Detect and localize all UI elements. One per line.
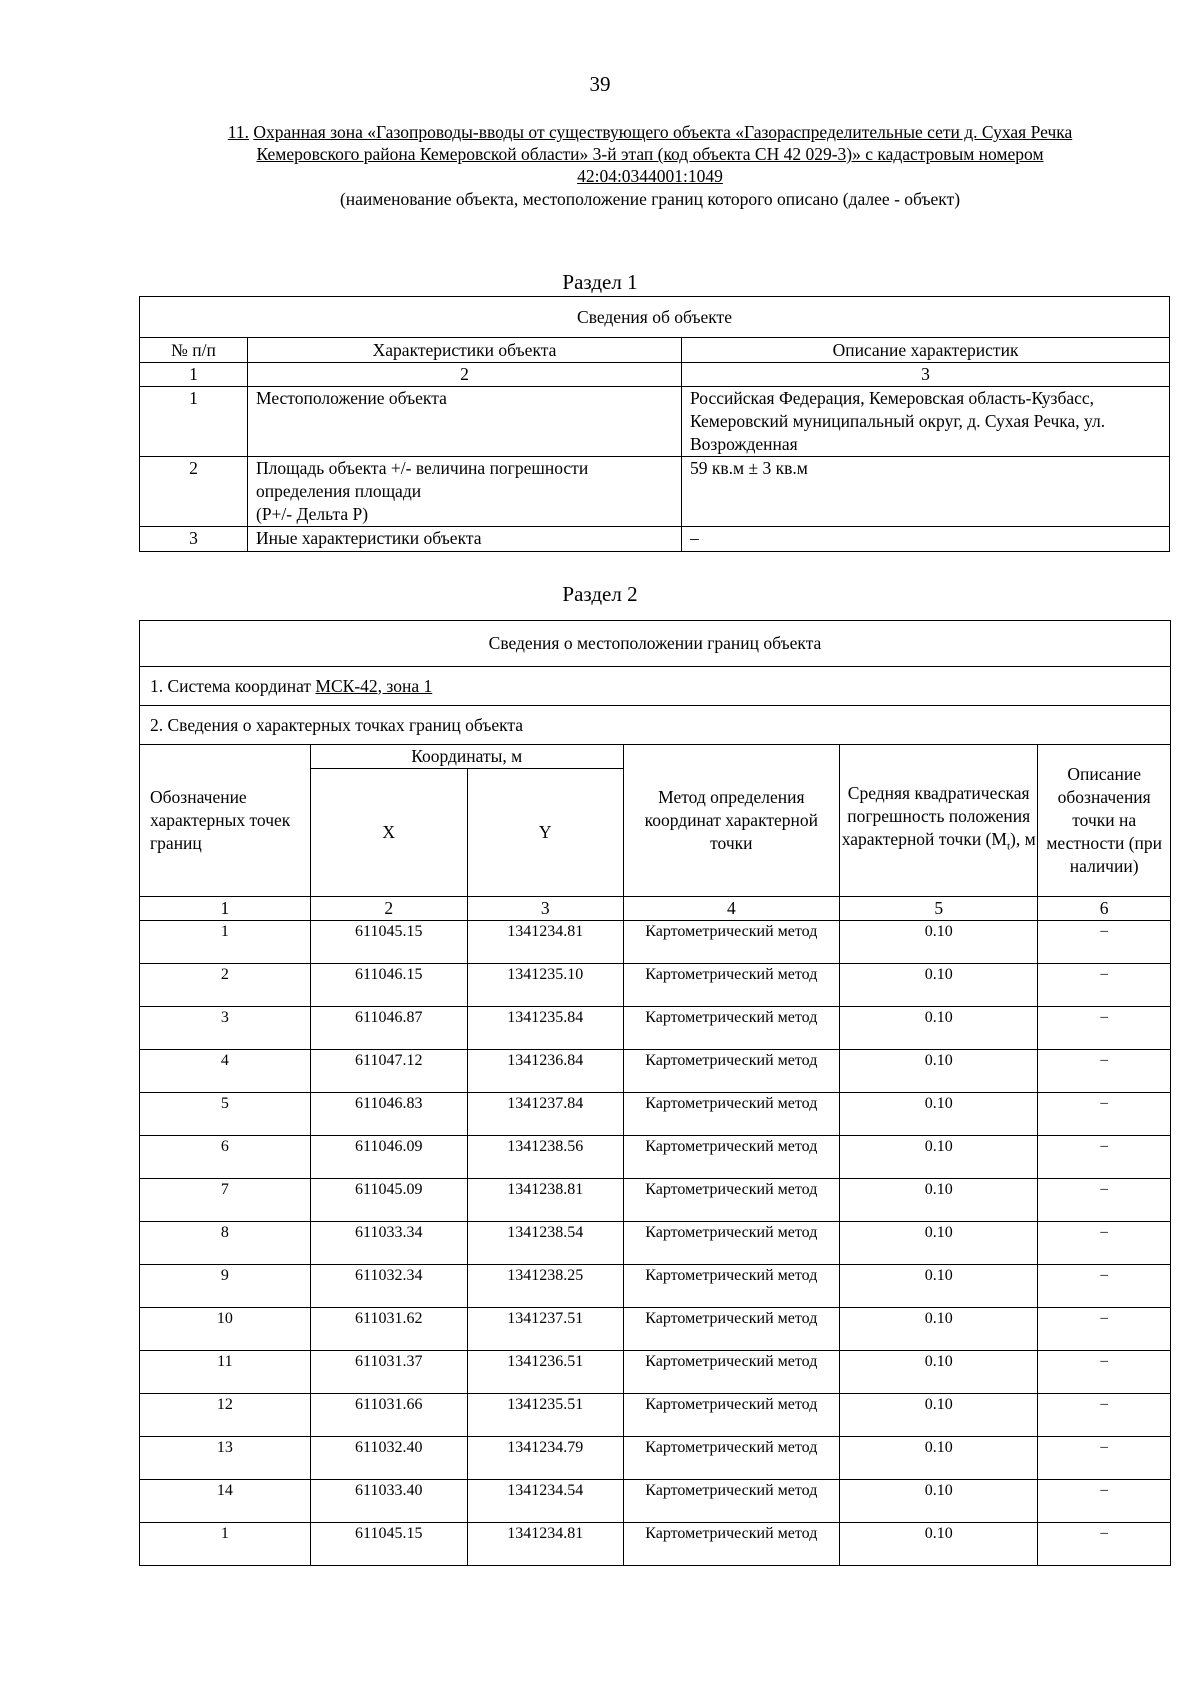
header-subtitle: (наименование объекта, местоположение границ которого описано (далее - объект)	[339, 189, 961, 209]
point-description: –	[1038, 1265, 1171, 1308]
error-value: 0.10	[840, 1523, 1038, 1566]
table-row	[140, 1179, 1171, 1222]
coord-y: 1341235.10	[467, 964, 623, 1007]
method: Картометрический метод	[623, 1437, 839, 1480]
point-description: –	[1038, 1222, 1171, 1265]
table-row	[140, 527, 1170, 552]
error-value: 0.10	[840, 1007, 1038, 1050]
object-info-table	[139, 296, 1170, 552]
characteristic-name-line: Площадь объекта +/- величина погрешности	[256, 458, 589, 478]
document-header	[140, 121, 1160, 210]
point-id: 7	[140, 1179, 311, 1222]
method: Картометрический метод	[623, 1093, 839, 1136]
point-id: 8	[140, 1222, 311, 1265]
error-value: 0.10	[840, 1265, 1038, 1308]
coord-y: 1341236.51	[467, 1351, 623, 1394]
table-row	[140, 921, 1171, 964]
coord-x: 611046.83	[310, 1093, 467, 1136]
row-number: 3	[140, 527, 248, 552]
characteristic-value: –	[682, 527, 1170, 552]
error-value: 0.10	[840, 1136, 1038, 1179]
coord-y: 1341236.84	[467, 1050, 623, 1093]
column-number: 1	[140, 363, 248, 387]
coord-x: 611046.87	[310, 1007, 467, 1050]
point-id: 4	[140, 1050, 311, 1093]
coordinate-system-label: 1. Система координат	[150, 675, 316, 696]
point-id: 1	[140, 1523, 311, 1566]
method: Картометрический метод	[623, 1136, 839, 1179]
table-row	[140, 1480, 1171, 1523]
method: Картометрический метод	[623, 921, 839, 964]
point-id: 11	[140, 1351, 311, 1394]
column-header: Характеристики объекта	[248, 338, 682, 363]
point-id: 12	[140, 1394, 311, 1437]
error-value: 0.10	[840, 1394, 1038, 1437]
coord-x: 611046.09	[310, 1136, 467, 1179]
row-number: 1	[140, 387, 248, 457]
point-description: –	[1038, 964, 1171, 1007]
coord-y: 1341238.56	[467, 1136, 623, 1179]
coord-x: 611032.34	[310, 1265, 467, 1308]
header-error-text: Средняя квадратическая погрешность положения характерной точки (M	[841, 783, 1031, 850]
error-value: 0.10	[840, 1480, 1038, 1523]
column-number: 2	[248, 363, 682, 387]
point-id: 9	[140, 1265, 311, 1308]
point-id: 3	[140, 1007, 311, 1050]
page-number: 39	[589, 72, 611, 96]
method: Картометрический метод	[623, 1050, 839, 1093]
table-row	[140, 964, 1171, 1007]
error-value: 0.10	[840, 1093, 1038, 1136]
column-number: 1	[140, 897, 311, 921]
characteristic-value: Российская Федерация, Кемеровская область-Кузбасс, Кемеровский муниципальный округ, д. Сухая Речка, ул. Возрожденная	[682, 387, 1170, 457]
point-id: 10	[140, 1308, 311, 1351]
method: Картометрический метод	[623, 1394, 839, 1437]
header-coordinates: Координаты, м	[310, 745, 623, 769]
header-error	[840, 745, 1038, 897]
method: Картометрический метод	[623, 964, 839, 1007]
points-caption: 2. Сведения о характерных точках границ объекта	[140, 706, 1171, 745]
coord-y: 1341237.84	[467, 1093, 623, 1136]
point-description: –	[1038, 1136, 1171, 1179]
method: Картометрический метод	[623, 1351, 839, 1394]
boundary-caption: Сведения о местоположении границ объекта	[140, 621, 1171, 667]
column-header: Описание характеристик	[682, 338, 1170, 363]
coordinate-system-value: МСК-42, зона 1	[315, 675, 433, 696]
table-row	[140, 1437, 1171, 1480]
characteristic-name: Иные характеристики объекта	[248, 527, 682, 552]
point-description: –	[1038, 1480, 1171, 1523]
point-description: –	[1038, 1179, 1171, 1222]
coord-x: 611033.40	[310, 1480, 467, 1523]
coord-y: 1341238.81	[467, 1179, 623, 1222]
column-number: 5	[840, 897, 1038, 921]
point-id: 1	[140, 921, 311, 964]
method: Картометрический метод	[623, 1179, 839, 1222]
table-row	[140, 1308, 1171, 1351]
table-row	[140, 1222, 1171, 1265]
table-row	[140, 1351, 1171, 1394]
coord-y: 1341234.54	[467, 1480, 623, 1523]
point-description: –	[1038, 1523, 1171, 1566]
coord-x: 611031.37	[310, 1351, 467, 1394]
point-description: –	[1038, 1093, 1171, 1136]
error-value: 0.10	[840, 1308, 1038, 1351]
point-description: –	[1038, 1437, 1171, 1480]
error-value: 0.10	[840, 1179, 1038, 1222]
method: Картометрический метод	[623, 1480, 839, 1523]
header-description: Описание обозначения точки на местности (при наличии)	[1038, 745, 1171, 897]
table-row	[140, 387, 1170, 457]
characteristic-value: 59 кв.м ± 3 кв.м	[682, 457, 1170, 527]
point-id: 6	[140, 1136, 311, 1179]
point-description: –	[1038, 1394, 1171, 1437]
table-row	[140, 1136, 1171, 1179]
characteristic-name-line: определения площади	[256, 481, 422, 501]
coord-x: 611033.34	[310, 1222, 467, 1265]
table-row	[140, 1093, 1171, 1136]
coord-x: 611046.15	[310, 964, 467, 1007]
point-id: 14	[140, 1480, 311, 1523]
coord-y: 1341235.84	[467, 1007, 623, 1050]
coord-y: 1341234.81	[467, 921, 623, 964]
section-1-title: Раздел 1	[562, 270, 638, 294]
table-row	[140, 1050, 1171, 1093]
method: Картометрический метод	[623, 1007, 839, 1050]
coord-x: 611045.15	[310, 921, 467, 964]
error-value: 0.10	[840, 921, 1038, 964]
coord-x: 611031.66	[310, 1394, 467, 1437]
coord-y: 1341238.54	[467, 1222, 623, 1265]
column-number: 6	[1038, 897, 1171, 921]
error-value: 0.10	[840, 1437, 1038, 1480]
header-title-line-2: Кемеровского района Кемеровской области» 3-й этап (код объекта СН 42 029-3)» с кадастровым номером	[256, 144, 1044, 164]
error-value: 0.10	[840, 964, 1038, 1007]
object-info-caption: Сведения об объекте	[140, 297, 1170, 338]
coord-y: 1341237.51	[467, 1308, 623, 1351]
coord-y: 1341234.79	[467, 1437, 623, 1480]
table-row	[140, 457, 1170, 527]
header-method: Метод определения координат характерной точки	[623, 745, 839, 897]
header-line-1	[140, 121, 1160, 143]
row-number: 2	[140, 457, 248, 527]
header-title-line-1: Охранная зона «Газопроводы-вводы от существующего объекта «Газораспределительные сети д. Сухая Речка	[253, 122, 1073, 142]
coord-x: 611032.40	[310, 1437, 467, 1480]
coord-y: 1341235.51	[467, 1394, 623, 1437]
header-error-unit: ), м	[1010, 829, 1036, 850]
error-value: 0.10	[840, 1050, 1038, 1093]
table-row	[140, 1523, 1171, 1566]
table-row	[140, 1265, 1171, 1308]
method: Картометрический метод	[623, 1222, 839, 1265]
coord-x: 611047.12	[310, 1050, 467, 1093]
point-description: –	[1038, 1050, 1171, 1093]
characteristic-name-line: (Р+/- Дельта Р)	[256, 504, 369, 524]
point-description: –	[1038, 1007, 1171, 1050]
column-number: 2	[310, 897, 467, 921]
table-row	[140, 1394, 1171, 1437]
method: Картометрический метод	[623, 1265, 839, 1308]
method: Картометрический метод	[623, 1523, 839, 1566]
coord-x: 611045.09	[310, 1179, 467, 1222]
column-number: 3	[682, 363, 1170, 387]
column-number: 4	[623, 897, 839, 921]
point-id: 5	[140, 1093, 311, 1136]
boundary-points-table	[139, 620, 1171, 1566]
coord-y: 1341238.25	[467, 1265, 623, 1308]
column-number: 3	[467, 897, 623, 921]
header-error-sub: t	[1006, 840, 1011, 853]
point-description: –	[1038, 1308, 1171, 1351]
coordinate-system	[140, 667, 1171, 706]
error-value: 0.10	[840, 1222, 1038, 1265]
header-y: Y	[467, 769, 623, 897]
coord-x: 611045.15	[310, 1523, 467, 1566]
characteristic-name: Местоположение объекта	[248, 387, 682, 457]
coord-y: 1341234.81	[467, 1523, 623, 1566]
points-body	[140, 921, 1171, 1566]
point-id: 13	[140, 1437, 311, 1480]
header-x: X	[310, 769, 467, 897]
point-description: –	[1038, 921, 1171, 964]
section-2-title: Раздел 2	[562, 582, 638, 606]
header-point-designation: Обозначение характерных точек границ	[140, 745, 311, 897]
coord-x: 611031.62	[310, 1308, 467, 1351]
characteristic-name	[248, 457, 682, 527]
header-cadastral-number: 42:04:0344001:1049	[577, 166, 723, 186]
point-description: –	[1038, 1351, 1171, 1394]
point-id: 2	[140, 964, 311, 1007]
header-number: 11.	[227, 122, 249, 142]
error-value: 0.10	[840, 1351, 1038, 1394]
column-header: № п/п	[140, 338, 248, 363]
method: Картометрический метод	[623, 1308, 839, 1351]
table-row	[140, 1007, 1171, 1050]
